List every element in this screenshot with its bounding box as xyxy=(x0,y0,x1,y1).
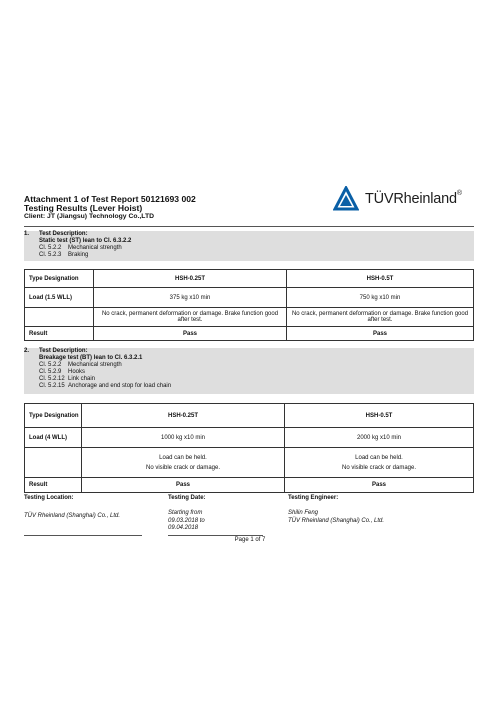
model-header: HSH-0.5T xyxy=(287,270,474,288)
page-number: Page 1 of 7 xyxy=(234,537,266,543)
testing-date-label: Testing Date: xyxy=(168,495,206,501)
result-label: Result xyxy=(25,327,94,341)
client-line: Client: JT (Jiangsu) Technology Co.,LTD xyxy=(24,213,155,220)
clause-item: Cl. 5.2.3 Braking xyxy=(39,252,89,258)
testing-date: Starting from 09.03.2018 to 09.04.2018 xyxy=(168,510,205,531)
model-header: HSH-0.25T xyxy=(82,404,285,428)
report-subtitle: Testing Results (Lever Hoist) xyxy=(24,203,143,213)
result-label: Result xyxy=(25,478,82,493)
section-heading: Test Description: xyxy=(39,348,88,354)
clause-item: Cl. 5.2.9 Hooks xyxy=(39,369,86,375)
breakage-test-table xyxy=(24,403,474,493)
observation: Load can be held. No visible crack or damage. xyxy=(285,448,474,478)
result-value: Pass xyxy=(82,478,285,493)
result-value: Pass xyxy=(287,327,474,341)
load-label: Load (4 WLL) xyxy=(25,428,82,448)
logo-wordmark: TÜVRheinland® xyxy=(365,190,462,207)
test-line: Breakage test (BT) lean to Cl. 6.3.2.1 xyxy=(39,355,143,361)
static-test-table xyxy=(24,269,474,341)
tuv-triangle-icon xyxy=(333,186,359,212)
testing-location: TÜV Rheinland (Shanghai) Co., Ltd. xyxy=(24,513,121,519)
section2-description xyxy=(24,348,474,394)
observation: No crack, permanent deformation or damage. Brake function good after test. xyxy=(94,308,287,327)
clause-item: Cl. 5.2.2 Mechanical strength xyxy=(39,362,122,368)
clause-item: Cl. 5.2.2 Mechanical strength xyxy=(39,245,122,251)
load-label: Load (1.5 WLL) xyxy=(25,288,94,308)
load-value: 2000 kg x10 min xyxy=(285,428,474,448)
test-line: Static test (ST) lean to Cl. 6.3.2.2 xyxy=(39,238,132,244)
model-header: HSH-0.5T xyxy=(285,404,474,428)
result-value: Pass xyxy=(285,478,474,493)
load-value: 375 kg x10 min xyxy=(94,288,287,308)
section-number: 1. xyxy=(24,231,30,237)
testing-location-label: Testing Location: xyxy=(24,495,74,501)
result-value: Pass xyxy=(94,327,287,341)
testing-engineer: Shilin Feng TÜV Rheinland (Shanghai) Co., Ltd. xyxy=(288,510,385,524)
load-value: 1000 kg x10 min xyxy=(82,428,285,448)
testing-engineer-label: Testing Engineer: xyxy=(288,495,339,501)
load-value: 750 kg x10 min xyxy=(287,288,474,308)
section-heading: Test Description: xyxy=(39,231,88,237)
report-title: Attachment 1 of Test Report 50121693 002 xyxy=(24,194,196,204)
observation: Load can be held. No visible crack or damage. xyxy=(82,448,285,478)
type-label: Type Designation xyxy=(25,270,94,288)
signature-line xyxy=(168,535,263,536)
observation: No crack, permanent deformation or damage. Brake function good after test. xyxy=(287,308,474,327)
clause-item: Cl. 5.2.15 Anchorage and end stop for load chain xyxy=(39,383,172,389)
tuv-logo xyxy=(333,184,473,214)
clause-item: Cl. 5.2.12 Link chain xyxy=(39,376,96,382)
type-label: Type Designation xyxy=(25,404,82,428)
signature-line xyxy=(24,535,142,536)
model-header: HSH-0.25T xyxy=(94,270,287,288)
header-rule xyxy=(24,226,474,227)
section-number: 2. xyxy=(24,348,30,354)
section1-description xyxy=(24,231,474,261)
